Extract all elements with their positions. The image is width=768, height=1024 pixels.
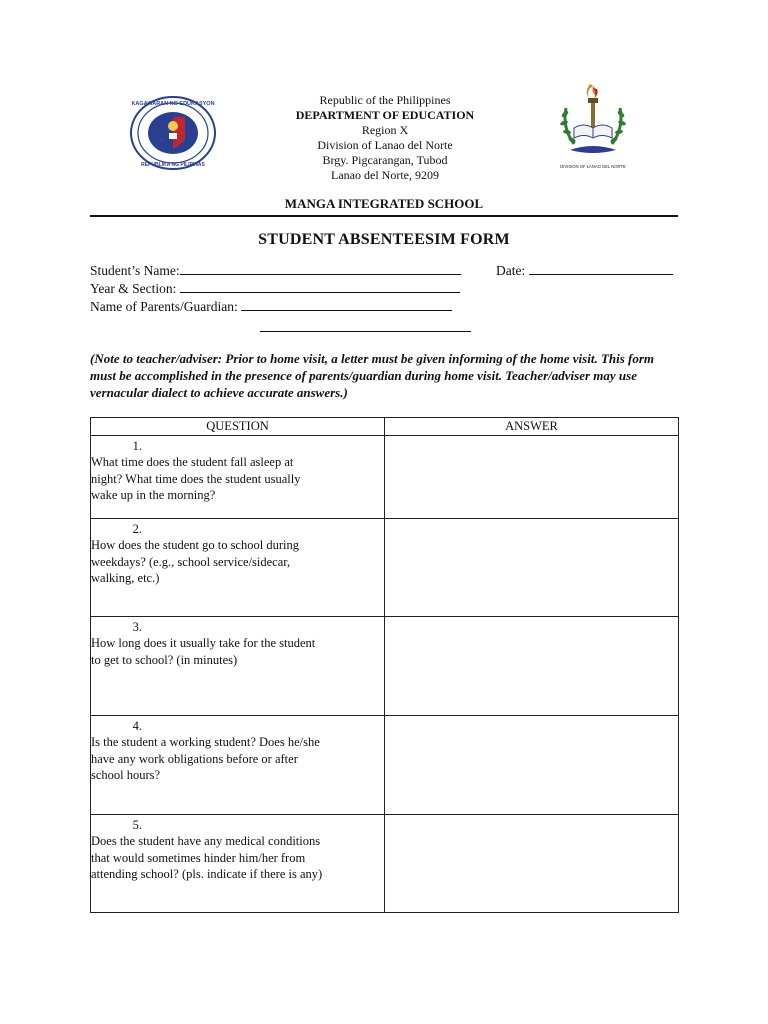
date-label: Date:: [496, 263, 526, 278]
answer-cell[interactable]: [385, 616, 679, 715]
question-cell: [91, 518, 385, 616]
svg-text:REPUBLIKA NG PILIPINAS: REPUBLIKA NG PILIPINAS: [141, 162, 205, 168]
question-cell: [91, 616, 385, 715]
year-section-row: [90, 280, 460, 297]
answer-cell[interactable]: [385, 518, 679, 616]
table-row: [91, 814, 679, 912]
question-number: 3.: [132, 619, 142, 634]
header-divider: [90, 215, 678, 217]
parents-guardian-label: Name of Parents/Guardian:: [90, 299, 238, 314]
parents-guardian-field-2[interactable]: [260, 319, 471, 332]
parents-guardian-field[interactable]: [241, 298, 452, 311]
year-section-label: Year & Section:: [90, 281, 177, 296]
year-section-field[interactable]: [180, 280, 460, 293]
table-header-row: [91, 418, 679, 436]
date-row: [496, 262, 673, 279]
student-name-label: Student’s Name:: [90, 263, 180, 278]
question-text: Is the student a working student? Does he/she have any work obligations before or after school hours?: [91, 735, 320, 782]
table-row: [91, 715, 679, 814]
table-row: [91, 435, 679, 518]
date-field[interactable]: [529, 262, 673, 275]
parents-guardian-row: [90, 298, 452, 315]
svg-text:DIVISION OF LANAO DEL NORTE: DIVISION OF LANAO DEL NORTE: [560, 164, 626, 169]
form-title: STUDENT ABSENTEESIM FORM: [258, 231, 510, 248]
table-row: [91, 616, 679, 715]
department-line: DEPARTMENT OF EDUCATION: [295, 108, 475, 122]
question-text: What time does the student fall asleep at night? What time does the student usually wake up in the morning?: [91, 455, 301, 502]
answer-cell[interactable]: [385, 814, 679, 912]
question-number: 1.: [132, 438, 142, 453]
division-logo-icon: [552, 78, 634, 172]
address-line: Lanao del Norte, 9209: [331, 168, 439, 182]
barangay-line: Brgy. Pigcarangan, Tubod: [322, 153, 448, 167]
division-line: Division of Lanao del Norte: [317, 138, 453, 152]
svg-text:KAGAWARAN NG EDUKASYON: KAGAWARAN NG EDUKASYON: [131, 101, 215, 107]
question-cell: [91, 814, 385, 912]
question-column-header: QUESTION: [91, 418, 385, 436]
question-number: 5.: [132, 817, 142, 832]
answer-column-header: ANSWER: [385, 418, 679, 436]
question-table: [90, 417, 679, 913]
deped-seal-icon: [128, 95, 218, 171]
answer-cell[interactable]: [385, 435, 679, 518]
question-cell: [91, 715, 385, 814]
question-number: 2.: [132, 521, 142, 536]
question-text: How does the student go to school during weekdays? (e.g., school service/sidecar, walking, etc.): [91, 538, 299, 585]
question-text: How long does it usually take for the student to get to school? (in minutes): [91, 636, 316, 667]
letterhead: [250, 93, 520, 183]
school-name: MANGA INTEGRATED SCHOOL: [284, 196, 484, 211]
question-text: Does the student have any medical conditions that would sometimes hinder him/her from attending school? (pls. indicate if there is any): [91, 834, 323, 881]
student-name-row: [90, 262, 461, 279]
region-line: Region X: [361, 123, 409, 137]
table-row: [91, 518, 679, 616]
question-number: 4.: [132, 718, 142, 733]
question-cell: [91, 435, 385, 518]
teacher-note: (Note to teacher/adviser: Prior to home visit, a letter must be given informing of the home visit. This form must be accomplished in the presence of parents/guardian during home visit. Teacher/adviser may use vernacular dialect to achieve accurate answers.): [90, 351, 655, 400]
republic-line: Republic of the Philippines: [319, 93, 451, 107]
student-name-field[interactable]: [180, 262, 461, 275]
answer-cell[interactable]: [385, 715, 679, 814]
